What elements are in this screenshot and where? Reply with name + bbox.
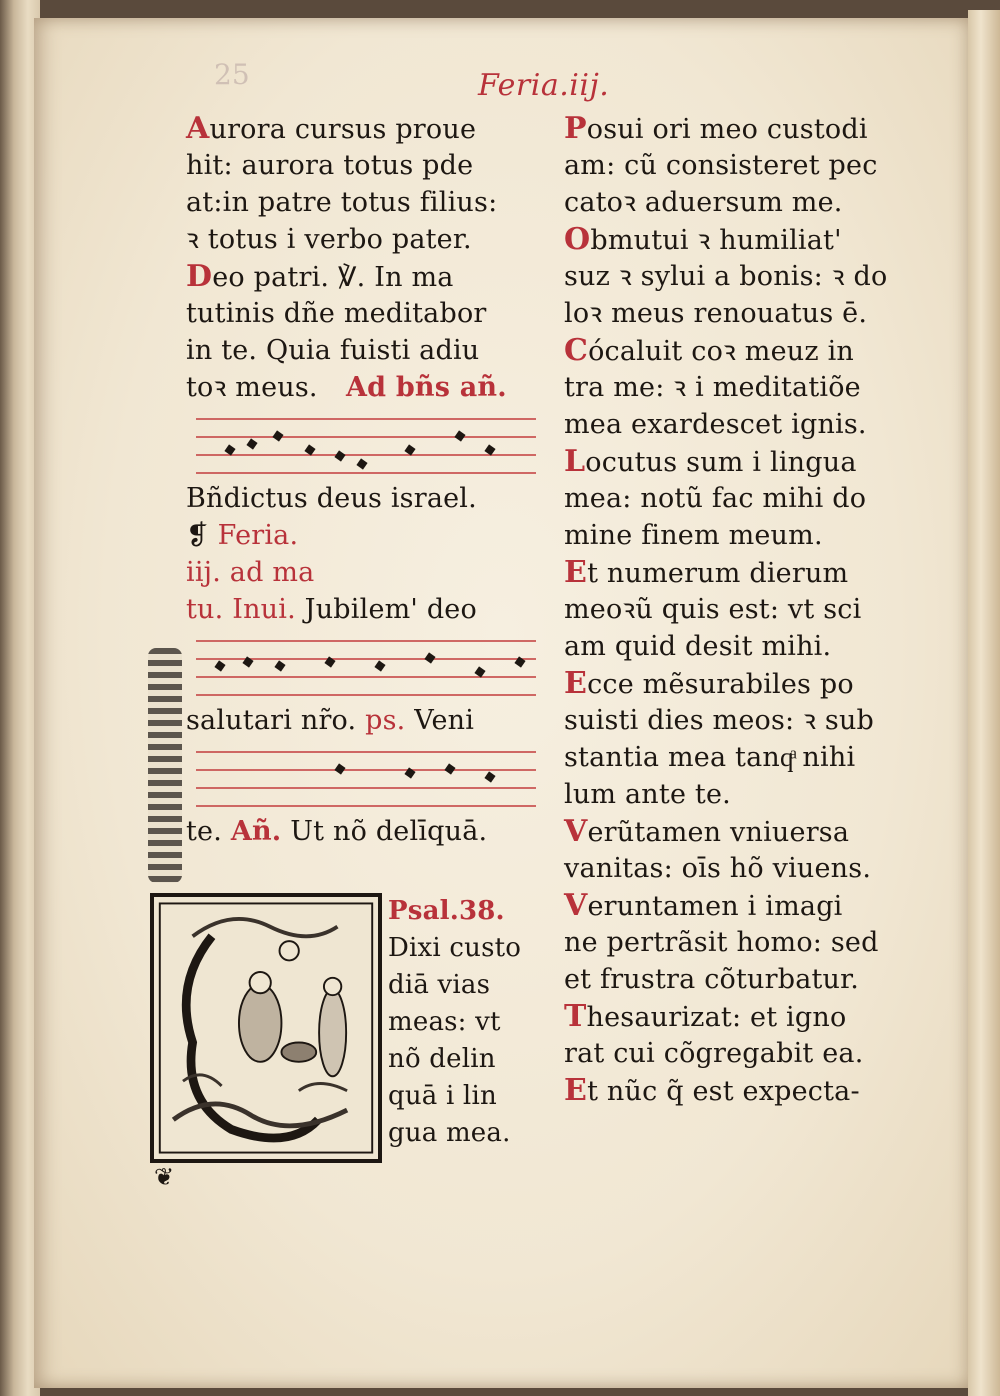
- line-text: eo patri. ℣. In ma: [212, 262, 454, 293]
- right-column-text-line: [564, 813, 919, 850]
- right-column-text-line: [564, 628, 919, 665]
- floret-ornament-icon: ❦: [154, 1163, 175, 1191]
- woodcut-scene-icon: [154, 897, 378, 1159]
- line-text: bmutui ꝛ humiliat': [590, 225, 842, 256]
- line-text: catoꝛ aduersum me.: [564, 187, 843, 218]
- right-column-text-line: [564, 776, 919, 813]
- rubricated-initial: P: [564, 111, 587, 146]
- psalm-text-line: meas: vt: [388, 1007, 501, 1037]
- line-text: am: cũ consisteret pec: [564, 150, 878, 181]
- line-text: mea: notũ fac mihi do: [564, 483, 867, 514]
- music-staff-3: [186, 739, 536, 813]
- right-column-text-line: [564, 332, 919, 369]
- line-text: suz ꝛ sylui a bonis: ꝛ do: [564, 261, 888, 292]
- line-text: ócaluit coꝛ meuz in: [588, 336, 855, 367]
- rubricated-initial: V: [564, 888, 588, 923]
- right-column-text-line: [564, 110, 919, 147]
- rubricated-initial: O: [564, 222, 591, 257]
- feria-rubric-line-1: ❡ Feria.: [186, 520, 299, 551]
- right-column-text-line: [564, 480, 919, 517]
- rubricated-initial: L: [564, 444, 586, 479]
- rubricated-initial: E: [564, 555, 588, 590]
- psalm-text-line: Dixi custo: [388, 933, 522, 963]
- rubricated-initial: D: [186, 259, 213, 294]
- right-column-text-line: [564, 258, 919, 295]
- right-column-text-line: [564, 739, 919, 776]
- rubricated-initial: E: [564, 666, 588, 701]
- right-column-text-line: [564, 147, 919, 184]
- line-text: ne pertrãsit homo: sed: [564, 927, 879, 958]
- antiphon-line: te. Añ. Ut nõ delīquā.: [186, 816, 488, 847]
- left-column-text-line: [186, 295, 536, 332]
- left-column-text-line: [186, 258, 536, 295]
- right-column-text-line: [564, 517, 919, 554]
- line-text: osui ori meo custodi: [586, 114, 868, 145]
- line-text: eruntamen i imagi: [587, 891, 843, 922]
- right-column-text-line: [564, 443, 919, 480]
- rubricated-initial: A: [186, 111, 210, 146]
- music-staff-1: [186, 406, 536, 480]
- right-column-text-line: [564, 1072, 919, 1109]
- right-column-text-line: [564, 850, 919, 887]
- right-column-text-line: [564, 369, 919, 406]
- left-column-text-line: [186, 147, 536, 184]
- line-text: mine finem meum.: [564, 520, 823, 551]
- line-text: urora cursus proue: [209, 114, 477, 145]
- line-text: t numerum dierum: [587, 558, 849, 589]
- show-through-ghost: 25: [214, 58, 250, 91]
- right-column-text-line: [564, 1035, 919, 1072]
- line-text: vanitas: oīs hõ viuens.: [564, 853, 872, 884]
- line-text: meoꝛũ quis est: vt sci: [564, 594, 862, 625]
- right-column-text-line: [564, 221, 919, 258]
- left-column-text-line: [186, 221, 536, 258]
- line-text: hit: aurora totus pde: [186, 150, 474, 181]
- left-column-text-line: [186, 184, 536, 221]
- line-text: hesaurizat: et igno: [586, 1002, 847, 1033]
- invitatory-line: tu. Inui. Jubilem' deo: [186, 594, 477, 625]
- line-text: ꝛ totus i verbo pater.: [186, 224, 472, 255]
- line-text: cce mẽsurabiles po: [587, 669, 854, 700]
- psalm-text-line: quā i lin: [388, 1081, 497, 1111]
- right-column: [564, 110, 919, 1109]
- line-text: erũtamen vniuersa: [587, 817, 850, 848]
- left-column-text-line: [186, 110, 536, 147]
- rubricated-initial: C: [564, 333, 589, 368]
- benedictus-incipit: Bñdictus deus israel.: [186, 483, 477, 514]
- rubricated-initial: V: [564, 814, 588, 849]
- line-text: loꝛ meus renouatus ē.: [564, 298, 868, 329]
- line-text: lum ante te.: [564, 779, 731, 810]
- woodcut-initial-illustration: [150, 893, 382, 1163]
- right-column-text-line: [564, 591, 919, 628]
- line-text: toꝛ meus.: [186, 372, 318, 403]
- psalm-38-block: [388, 893, 536, 1152]
- right-column-text-line: [564, 184, 919, 221]
- left-column-text-line: [186, 332, 536, 369]
- rubricated-initial: T: [564, 999, 587, 1034]
- line-text: am quid desit mihi.: [564, 631, 832, 662]
- line-text: tutinis dñe meditabor: [186, 298, 487, 329]
- line-text: suisti dies meos: ꝛ sub: [564, 705, 875, 736]
- floral-border-ornament: [148, 648, 182, 883]
- line-text: t nũc q̃ est expecta-: [587, 1076, 860, 1107]
- line-text: rat cui cõgregabit ea.: [564, 1038, 864, 1069]
- right-column-text-line: [564, 887, 919, 924]
- salutari-line: salutari nr̃o. ps. Veni: [186, 705, 475, 736]
- line-text: stantia mea tanqͣ nihi: [564, 742, 856, 773]
- right-column-text-line: [564, 702, 919, 739]
- line-text: in te. Quia fuisti adiu: [186, 335, 480, 366]
- psalm-rubric: Psal.38.: [388, 896, 505, 926]
- page-edge-right: [968, 10, 1000, 1396]
- music-staff-2: [186, 628, 536, 702]
- psalm-text-line: nõ delin: [388, 1044, 496, 1074]
- right-column-text-line: [564, 554, 919, 591]
- line-text: ocutus sum i lingua: [585, 447, 857, 478]
- rubricated-initial: E: [564, 1073, 588, 1108]
- line-text: tra me: ꝛ i meditatiõe: [564, 372, 861, 403]
- right-column-text-line: [564, 665, 919, 702]
- psalm-text-line: diā vias: [388, 970, 491, 1000]
- line-text: et frustra cõturbatur.: [564, 964, 860, 995]
- line-text: mea exardescet ignis.: [564, 409, 867, 440]
- psalm-text-line: gua mea.: [388, 1118, 511, 1148]
- feria-rubric-line-2: iij. ad ma: [186, 557, 315, 588]
- right-column-text-line: [564, 295, 919, 332]
- right-column-text-line: [564, 998, 919, 1035]
- rubric-ad-benedictus: Ad bñs añ.: [346, 372, 507, 403]
- right-column-text-line: [564, 406, 919, 443]
- right-column-text-line: [564, 924, 919, 961]
- line-text: at:in patre totus filius:: [186, 187, 498, 218]
- left-column: [186, 110, 536, 850]
- page-header-title: Feria.iij.: [478, 68, 610, 103]
- right-column-text-line: [564, 961, 919, 998]
